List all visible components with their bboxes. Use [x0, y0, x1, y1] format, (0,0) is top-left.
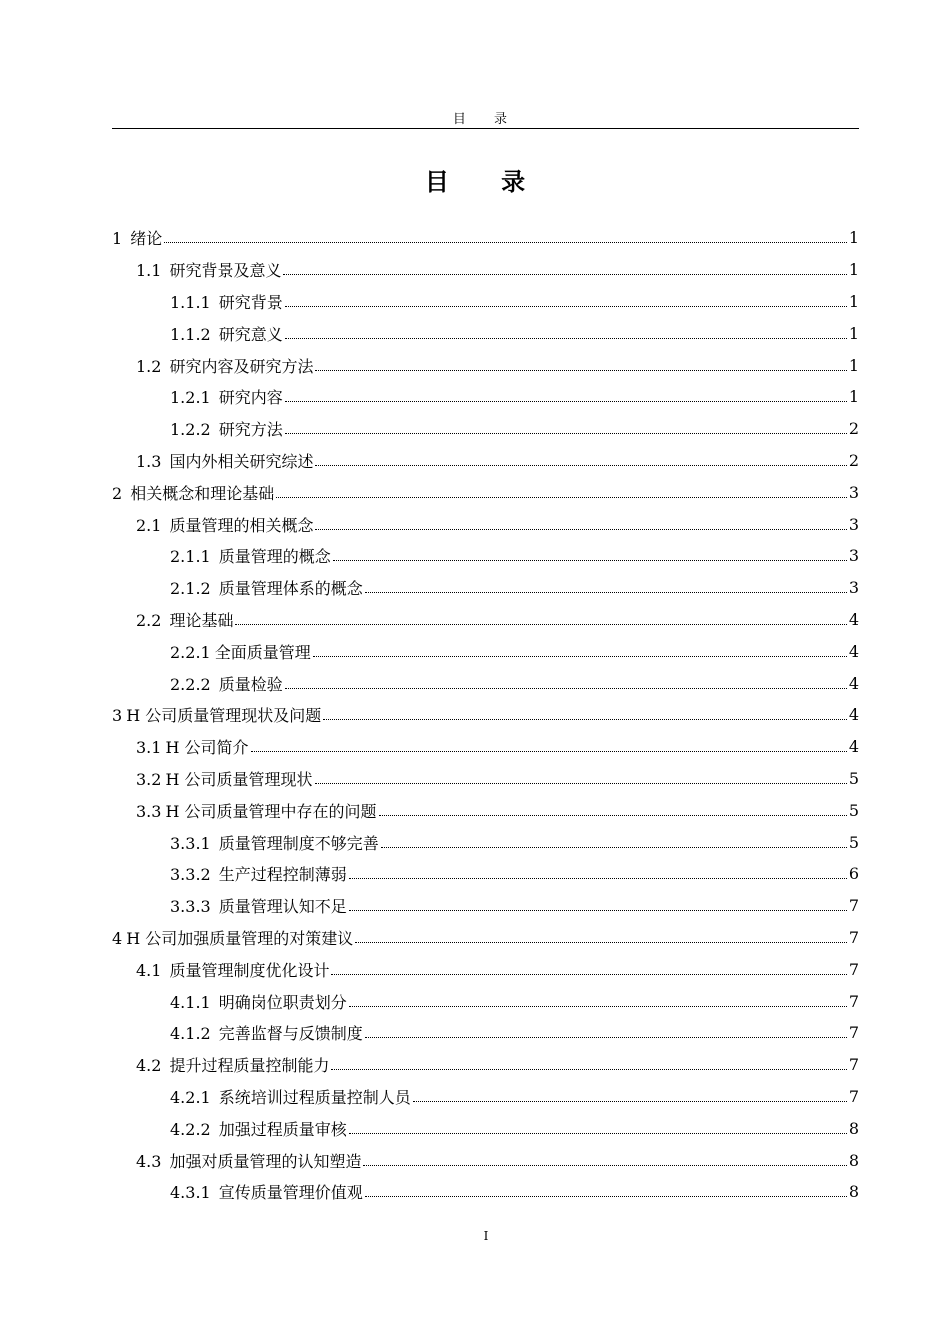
toc-entry-text: 研究内容及研究方法 [169, 356, 314, 376]
toc-entry-page: 5 [848, 768, 859, 788]
toc-entry[interactable] [112, 1112, 859, 1144]
toc-entry-text: 提升过程质量控制能力 [169, 1056, 330, 1076]
toc-entry[interactable] [112, 699, 859, 731]
toc-entry-page: 8 [848, 1182, 859, 1202]
toc-entry[interactable] [112, 508, 859, 540]
toc-entry[interactable] [112, 1049, 859, 1081]
toc-entry-text: 质量管理制度优化设计 [169, 960, 330, 980]
toc-entry-page: 7 [848, 896, 859, 916]
toc-entry[interactable] [112, 413, 859, 445]
toc-entry-page: 1 [848, 228, 859, 248]
toc-entry-number: 3.1 [136, 738, 162, 758]
toc-entry-text: 质量管理制度不够完善 [218, 833, 379, 853]
toc-entry[interactable] [112, 1017, 859, 1049]
toc-entry[interactable] [112, 1144, 859, 1176]
dot-leader [365, 1196, 847, 1197]
dot-leader [331, 1069, 846, 1070]
toc-entry-page: 4 [848, 641, 859, 661]
toc-entry-text: 研究意义 [218, 324, 283, 344]
toc-entry[interactable] [112, 317, 859, 349]
toc-entry-page: 5 [848, 832, 859, 852]
toc-entry[interactable] [112, 540, 859, 572]
toc-entry-number: 4.1.2 [170, 1024, 211, 1044]
toc-entry[interactable] [112, 731, 859, 763]
toc-entry-page: 3 [848, 578, 859, 598]
dot-leader [235, 624, 846, 625]
toc-entry-number: 4.1 [136, 960, 162, 980]
dot-leader [313, 656, 847, 657]
toc-entry-text: 宣传质量管理价值观 [218, 1183, 363, 1203]
dot-leader [285, 433, 847, 434]
toc-entry-number: 2.1 [136, 515, 162, 535]
toc-entry-number: 4.3.1 [170, 1183, 211, 1203]
toc-entry-page: 2 [848, 419, 859, 439]
dot-leader [323, 719, 847, 720]
toc-list [112, 222, 859, 1208]
dot-leader [315, 529, 846, 530]
toc-entry-page: 4 [848, 673, 859, 693]
dot-leader [333, 560, 847, 561]
toc-entry-page: 1 [848, 387, 859, 407]
dot-leader [276, 497, 847, 498]
toc-entry-text: 生产过程控制薄弱 [218, 865, 347, 885]
toc-entry-number: 1.1.1 [170, 292, 211, 312]
toc-entry-page: 7 [848, 1086, 859, 1106]
toc-entry[interactable] [112, 953, 859, 985]
toc-entry-number: 1.2.2 [170, 420, 211, 440]
toc-entry-number: 3.2 [136, 769, 162, 789]
page-title: 目 录 [424, 168, 548, 196]
dot-leader [413, 1101, 847, 1102]
toc-entry-number: 2.2.2 [170, 674, 211, 694]
dot-leader [355, 942, 847, 943]
toc-entry[interactable] [112, 794, 859, 826]
toc-entry-text: H 公司加强质量管理的对策建议 [126, 928, 354, 948]
toc-entry-number: 4.3 [136, 1151, 162, 1171]
dot-leader [349, 878, 847, 879]
toc-entry[interactable] [112, 890, 859, 922]
toc-entry-page: 8 [848, 1118, 859, 1138]
toc-entry[interactable] [112, 476, 859, 508]
toc-entry-number: 1.3 [136, 451, 162, 471]
toc-entry-number: 3.3.2 [170, 865, 211, 885]
toc-entry-page: 7 [848, 959, 859, 979]
toc-entry-page: 4 [848, 737, 859, 757]
toc-entry-text: 全面质量管理 [214, 642, 311, 662]
toc-entry[interactable] [112, 381, 859, 413]
toc-entry-page: 3 [848, 514, 859, 534]
toc-entry-text: 研究背景 [218, 292, 283, 312]
toc-entry-page: 7 [848, 1023, 859, 1043]
dot-leader [315, 370, 846, 371]
dot-leader [363, 1165, 846, 1166]
toc-entry-page: 5 [848, 800, 859, 820]
dot-leader [315, 783, 847, 784]
toc-entry-text: 质量管理体系的概念 [218, 579, 363, 599]
toc-entry-page: 4 [848, 705, 859, 725]
toc-entry-text: 质量管理的概念 [218, 547, 331, 567]
toc-entry-page: 8 [848, 1150, 859, 1170]
toc-entry[interactable] [112, 604, 859, 636]
dot-leader [164, 242, 847, 243]
toc-entry-text: 质量管理的相关概念 [169, 515, 314, 535]
toc-entry[interactable] [112, 254, 859, 286]
toc-entry-page: 2 [848, 450, 859, 470]
toc-entry[interactable] [112, 1081, 859, 1113]
toc-entry-number: 2.2.1 [170, 642, 211, 662]
dot-leader [349, 1133, 847, 1134]
toc-entry-number: 4.2.2 [170, 1119, 211, 1139]
toc-entry-text: H 公司质量管理中存在的问题 [165, 801, 377, 821]
toc-entry-page: 3 [848, 482, 859, 502]
toc-entry-number: 1.1.2 [170, 324, 211, 344]
toc-entry-number: 1.2 [136, 356, 162, 376]
toc-entry-page: 3 [848, 546, 859, 566]
dot-leader [365, 592, 847, 593]
toc-entry-number: 4.2.1 [170, 1087, 211, 1107]
dot-leader [285, 401, 847, 402]
toc-entry[interactable] [112, 826, 859, 858]
toc-entry-page: 6 [848, 864, 859, 884]
toc-entry[interactable] [112, 667, 859, 699]
page-number: I [483, 1229, 489, 1243]
toc-entry[interactable] [112, 286, 859, 318]
toc-entry-text: 理论基础 [169, 610, 234, 630]
toc-entry-text: 研究内容 [218, 388, 283, 408]
dot-leader [283, 274, 846, 275]
toc-entry[interactable] [112, 445, 859, 477]
toc-entry-number: 2 [112, 483, 123, 503]
toc-entry-number: 4 [112, 928, 123, 948]
dot-leader [331, 974, 846, 975]
toc-entry[interactable] [112, 572, 859, 604]
toc-entry-text: 绪论 [130, 229, 163, 249]
toc-entry-text: 研究背景及意义 [169, 261, 282, 281]
toc-entry[interactable] [112, 349, 859, 381]
dot-leader [285, 338, 847, 339]
toc-entry-number: 2.1.1 [170, 547, 211, 567]
toc-entry-text: H 公司简介 [165, 738, 249, 758]
toc-entry-text: 明确岗位职责划分 [218, 992, 347, 1012]
toc-entry-number: 2.1.2 [170, 579, 211, 599]
dot-leader [285, 306, 847, 307]
dot-leader [379, 815, 847, 816]
toc-entry-number: 3.3 [136, 801, 162, 821]
running-header: 目 录 [452, 112, 520, 127]
toc-entry-text: 完善监督与反馈制度 [218, 1024, 363, 1044]
toc-entry-number: 4.1.1 [170, 992, 211, 1012]
toc-entry-number: 3 [112, 706, 123, 726]
toc-entry-page: 4 [848, 609, 859, 629]
toc-entry-text: 系统培训过程质量控制人员 [218, 1087, 411, 1107]
toc-entry-text: 质量管理认知不足 [218, 897, 347, 917]
toc-entry-page: 1 [848, 260, 859, 280]
toc-entry-number: 1.1 [136, 261, 162, 281]
toc-entry-text: H 公司质量管理现状及问题 [126, 706, 322, 726]
toc-entry-page: 7 [848, 1055, 859, 1075]
toc-entry[interactable] [112, 222, 859, 254]
dot-leader [251, 751, 847, 752]
toc-entry-text: 加强过程质量审核 [218, 1119, 347, 1139]
toc-entry-text: 国内外相关研究综述 [169, 451, 314, 471]
toc-entry[interactable] [112, 1176, 859, 1208]
dot-leader [285, 688, 847, 689]
toc-entry-text: 相关概念和理论基础 [130, 483, 275, 503]
toc-entry-text: H 公司质量管理现状 [165, 769, 313, 789]
dot-leader [315, 465, 846, 466]
toc-entry-page: 1 [848, 355, 859, 375]
toc-entry-number: 4.2 [136, 1056, 162, 1076]
toc-entry[interactable] [112, 763, 859, 795]
toc-entry[interactable] [112, 635, 859, 667]
toc-entry-number: 3.3.1 [170, 833, 211, 853]
toc-entry[interactable] [112, 858, 859, 890]
toc-entry-number: 3.3.3 [170, 897, 211, 917]
toc-entry-text: 加强对质量管理的认知塑造 [169, 1151, 362, 1171]
toc-entry-number: 1.2.1 [170, 388, 211, 408]
toc-entry-number: 1 [112, 229, 123, 249]
dot-leader [349, 1006, 847, 1007]
toc-entry-text: 质量检验 [218, 674, 283, 694]
dot-leader [365, 1037, 847, 1038]
toc-entry-page: 7 [848, 991, 859, 1011]
toc-entry-page: 1 [848, 323, 859, 343]
toc-entry-text: 研究方法 [218, 420, 283, 440]
toc-entry[interactable] [112, 922, 859, 954]
toc-entry-page: 7 [848, 927, 859, 947]
dot-leader [381, 847, 847, 848]
toc-entry-number: 2.2 [136, 610, 162, 630]
toc-entry-page: 1 [848, 291, 859, 311]
dot-leader [349, 910, 847, 911]
header-rule [112, 128, 859, 129]
toc-entry[interactable] [112, 985, 859, 1017]
